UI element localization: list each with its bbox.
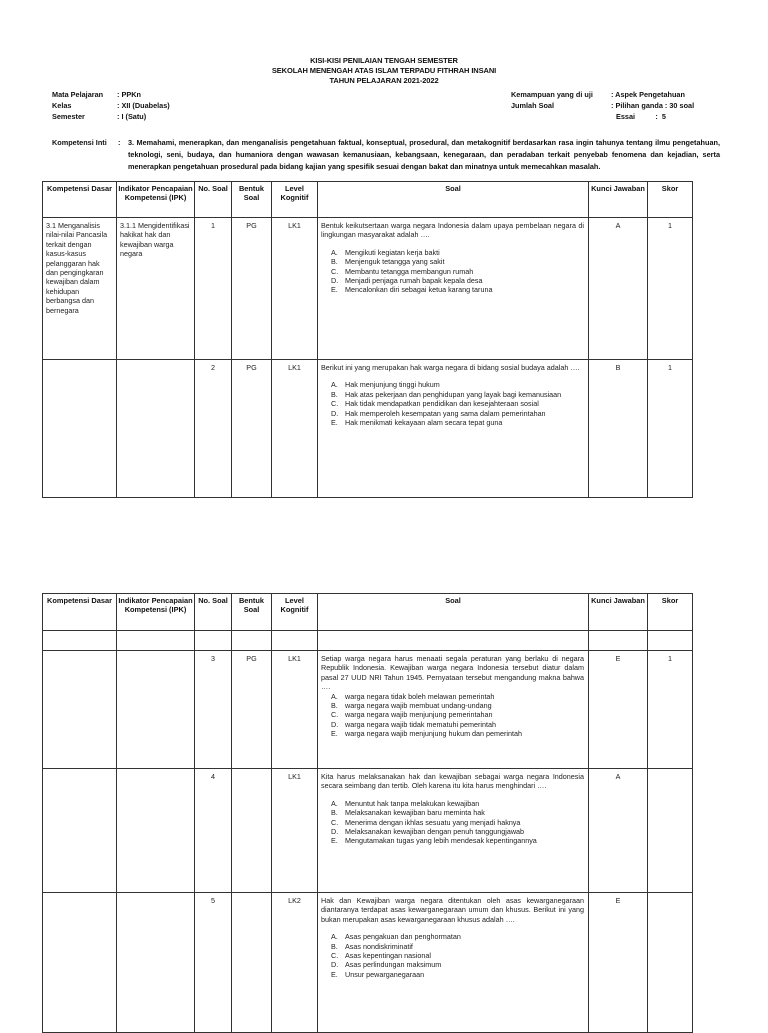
option-item (331, 276, 584, 286)
option-item (331, 808, 584, 818)
score-cell: 1 (668, 654, 672, 663)
option-text: Melaksanakan kewajiban baru meminta hak (345, 808, 485, 818)
option-text: Unsur pewarganegaraan (345, 969, 425, 979)
score-cell (648, 769, 692, 775)
question-stem: Bentuk keikutsertaan warga negara Indonesia dalam upaya pembelaan negara di lingkungan masyarakat adalah …. (321, 221, 584, 240)
question-stem: Hak dan Kewajiban warga negara ditentukan oleh asas kewarganegaraan diantaranya terdapat asas kewarganegaraan umum dan khusus. Berikut ini yang bukan merupakan asas kewarganegaraan khusus adalah …. (321, 896, 584, 924)
option-text: Menerima dengan ikhlas sesuatu yang menjadi haknya (345, 817, 521, 827)
option-letter: D. (331, 276, 339, 286)
option-text: Menjenguk tetangga yang sakit (345, 257, 445, 267)
option-letter: C. (331, 951, 339, 961)
option-text: warga negara wajib membuat undang-undang (345, 701, 492, 711)
option-letter: E. (331, 285, 338, 295)
col-header-level: Level Kognitif (272, 594, 318, 631)
meta-subject-label: Mata Pelajaran (52, 90, 104, 99)
option-text: Asas nondiskriminatif (345, 941, 413, 951)
question-cell (318, 769, 588, 849)
option-item (331, 691, 584, 701)
option-item (331, 817, 584, 827)
option-item (331, 418, 584, 428)
question-number: 5 (211, 896, 215, 905)
meta-semester-label: Semester (52, 112, 85, 121)
col-header-level: Level Kognitif (272, 182, 318, 218)
option-item (331, 951, 584, 961)
option-text: Asas kepentingan nasional (345, 951, 431, 961)
option-list (321, 932, 584, 979)
question-cell (318, 218, 588, 298)
option-item (331, 960, 584, 970)
score-cell: 1 (668, 363, 672, 372)
option-letter: A. (331, 932, 338, 942)
question-cell (318, 651, 588, 742)
cognitive-level: LK1 (288, 654, 301, 663)
col-header-skor: Skor (648, 182, 693, 218)
option-item (331, 399, 584, 409)
kompetensi-inti-colon: : (118, 138, 121, 147)
option-item (331, 408, 584, 418)
question-number: 1 (211, 221, 215, 230)
question-type: PG (246, 654, 257, 663)
answer-key: E (615, 654, 621, 663)
option-item (331, 285, 584, 295)
option-text: warga negara wajib menjunjung pemerintahan (345, 710, 493, 720)
col-header-soal: Soal (318, 594, 589, 631)
option-text: Menjadi penjaga rumah bapak kepala desa (345, 276, 483, 286)
cognitive-level: LK2 (288, 896, 301, 905)
col-header-ipk: Indikator Pencapaian Kompetensi (IPK) (117, 182, 195, 218)
kd-cell: 3.1 Menganalisis nilai-nilai Pancasila terkait dengan kasus-kasus pelanggaran hak dan pengingkaran kewajiban dalam kehidupan berbangsa dan bernegara (46, 221, 108, 315)
option-letter: B. (331, 941, 338, 951)
table-row (43, 893, 693, 1033)
question-cell (318, 360, 588, 430)
answer-key: A (615, 772, 621, 781)
option-text: Membantu tetangga membangun rumah (345, 266, 474, 276)
option-item (331, 257, 584, 267)
option-letter: E. (331, 969, 338, 979)
cognitive-level: LK1 (288, 221, 301, 230)
col-header-bentuk: Bentuk Soal (232, 182, 272, 218)
option-letter: D. (331, 408, 339, 418)
table-row (43, 360, 693, 498)
doc-title-year: TAHUN PELAJARAN 2021-2022 (329, 76, 439, 85)
col-header-no: No. Soal (195, 594, 232, 631)
meta-count-label: Jumlah Soal (511, 101, 554, 110)
option-letter: E. (331, 418, 338, 428)
col-header-bentuk: Bentuk Soal (232, 594, 272, 631)
cognitive-level: LK1 (288, 363, 301, 372)
meta-class-label: Kelas (52, 101, 72, 110)
question-number: 4 (211, 772, 215, 781)
col-header-ipk: Indikator Pencapaian Kompetensi (IPK) (117, 594, 195, 631)
col-header-kd: Kompetensi Dasar (43, 182, 117, 218)
option-item (331, 719, 584, 729)
col-header-soal: Soal (318, 182, 589, 218)
option-item (331, 389, 584, 399)
meta-count-value: : Pilihan ganda : 30 soal (611, 101, 695, 110)
option-item (331, 836, 584, 846)
table-row (43, 651, 693, 769)
col-header-kunci: Kunci Jawaban (589, 182, 648, 218)
question-cell (318, 893, 588, 982)
option-letter: C. (331, 710, 339, 720)
option-text: Melaksanakan kewajiban dengan penuh tanggungjawab (345, 827, 525, 837)
answer-key: E (615, 896, 621, 905)
option-letter: C. (331, 399, 339, 409)
option-item (331, 798, 584, 808)
option-letter: E. (331, 729, 338, 739)
option-letter: C. (331, 266, 339, 276)
option-letter: A. (331, 247, 338, 257)
question-type (232, 893, 271, 899)
question-stem: Setiap warga negara harus menaati segala peraturan yang berlaku di negara Republik Indonesia. Kewajiban warga negara Indonesia tersebut diatur dalam pasal 27 UUD NRI Tahun 1945. Pernyataan tersebut mengandung makna bahwa …. (321, 654, 584, 692)
option-letter: B. (331, 808, 338, 818)
option-letter: B. (331, 257, 338, 267)
option-text: Hak menjunjung tinggi hukum (345, 380, 440, 390)
option-text: warga negara wajib tidak mematuhi pemerintah (345, 719, 497, 729)
option-letter: A. (331, 691, 338, 701)
cognitive-level: LK1 (288, 772, 301, 781)
meta-essay-value: Essai : 5 (616, 112, 666, 121)
table-row (43, 769, 693, 893)
col-header-no: No. Soal (195, 182, 232, 218)
table-header-row (43, 182, 693, 218)
grid-table-1 (42, 181, 693, 498)
question-stem: Berikut ini yang merupakan hak warga negara di bidang sosial budaya adalah …. (321, 363, 580, 372)
table-header-row (43, 594, 693, 631)
kd-cell (43, 360, 116, 366)
question-number: 2 (211, 363, 215, 372)
option-letter: A. (331, 798, 338, 808)
ipk-cell: 3.1.1 Mengidentifikasi hakikat hak dan kewajiban warga negara (120, 221, 190, 259)
option-text: Mencalonkan diri sebagai ketua karang taruna (345, 285, 493, 295)
answer-key: A (615, 221, 621, 230)
option-item (331, 701, 584, 711)
meta-semester-value: : I (Satu) (117, 112, 147, 121)
kompetensi-inti-label: Kompetensi Inti (52, 138, 107, 147)
empty-row (43, 631, 693, 651)
kompetensi-inti-text: 3. Memahami, menerapkan, dan menganalisis pengetahuan faktual, konseptual, prosedural, dan metakognitif berdasarkan rasa ingin tahunya tentang ilmu pengetahuan, teknologi, seni, budaya, dan humaniora dengan wawasan kemanusiaan, kebangsaan, kenegaraan, dan peradaban terkait penyebab fenomena dan kejadian, serta menerapkan pengetahuan prosedural pada bidang kajian yang spesifik sesuai dengan bakat dan minatnya untuk memecahkan masalah. (128, 138, 720, 171)
option-letter: A. (331, 380, 338, 390)
col-header-kunci: Kunci Jawaban (589, 594, 648, 631)
option-item (331, 266, 584, 276)
doc-title-line1: KISI-KISI PENILAIAN TENGAH SEMESTER (310, 56, 458, 65)
score-cell (648, 893, 692, 899)
doc-title-school: SEKOLAH MENENGAH ATAS ISLAM TERPADU FITHRAH INSANI (271, 66, 497, 75)
option-list (321, 380, 584, 427)
option-item (331, 380, 584, 390)
option-text: Asas pengakuan dan penghormatan (345, 932, 461, 942)
meta-ability-label: Kemampuan yang di uji (511, 90, 593, 99)
option-list (321, 799, 584, 846)
meta-class-value: : XII (Duabelas) (117, 101, 170, 110)
option-text: Hak menikmati kekayaan alam secara tepat guna (345, 418, 503, 428)
option-letter: E. (331, 836, 338, 846)
option-item (331, 827, 584, 837)
option-item (331, 941, 584, 951)
meta-subject-value: : PPKn (117, 90, 141, 99)
option-letter: D. (331, 719, 339, 729)
option-item (331, 729, 584, 739)
col-header-kd: Kompetensi Dasar (43, 594, 117, 631)
option-letter: D. (331, 827, 339, 837)
option-letter: C. (331, 817, 339, 827)
option-letter: D. (331, 960, 339, 970)
option-text: Menuntut hak tanpa melakukan kewajiban (345, 798, 480, 808)
option-item (331, 710, 584, 720)
score-cell: 1 (668, 221, 672, 230)
option-letter: B. (331, 701, 338, 711)
option-text: Hak atas pekerjaan dan penghidupan yang layak bagi kemanusiaan (345, 389, 562, 399)
option-list (321, 692, 584, 739)
question-type: PG (246, 363, 257, 372)
question-type (232, 769, 271, 775)
option-list (321, 248, 584, 295)
option-text: warga negara tidak boleh melawan pemerintah (345, 691, 495, 701)
option-text: Hak tidak mendapatkan pendidikan dan kesejahteraan sosial (345, 399, 539, 409)
ipk-cell (117, 360, 194, 366)
option-text: warga negara wajib menjunjung hukum dan pemerintah (345, 729, 523, 739)
option-item (331, 932, 584, 942)
grid-table-2 (42, 593, 693, 1033)
answer-key: B (615, 363, 621, 372)
meta-ability-value: : Aspek Pengetahuan (611, 90, 685, 99)
table-row (43, 218, 693, 360)
option-text: Hak memperoleh kesempatan yang sama dalam pemerintahan (345, 408, 546, 418)
question-type: PG (246, 221, 257, 230)
option-item (331, 247, 584, 257)
option-text: Mengutamakan tugas yang lebih mendesak kepentingannya (345, 836, 537, 846)
col-header-skor: Skor (648, 594, 693, 631)
question-stem: Kita harus melaksanakan hak dan kewajiban sebagai warga negara Indonesia secara seimbang dan tertib. Oleh karena itu kita harus menghindari …. (321, 772, 584, 791)
question-number: 3 (211, 654, 215, 663)
option-text: Asas perlindungan maksimum (345, 960, 442, 970)
option-item (331, 969, 584, 979)
option-text: Mengikuti kegiatan kerja bakti (345, 247, 440, 257)
option-letter: B. (331, 389, 338, 399)
